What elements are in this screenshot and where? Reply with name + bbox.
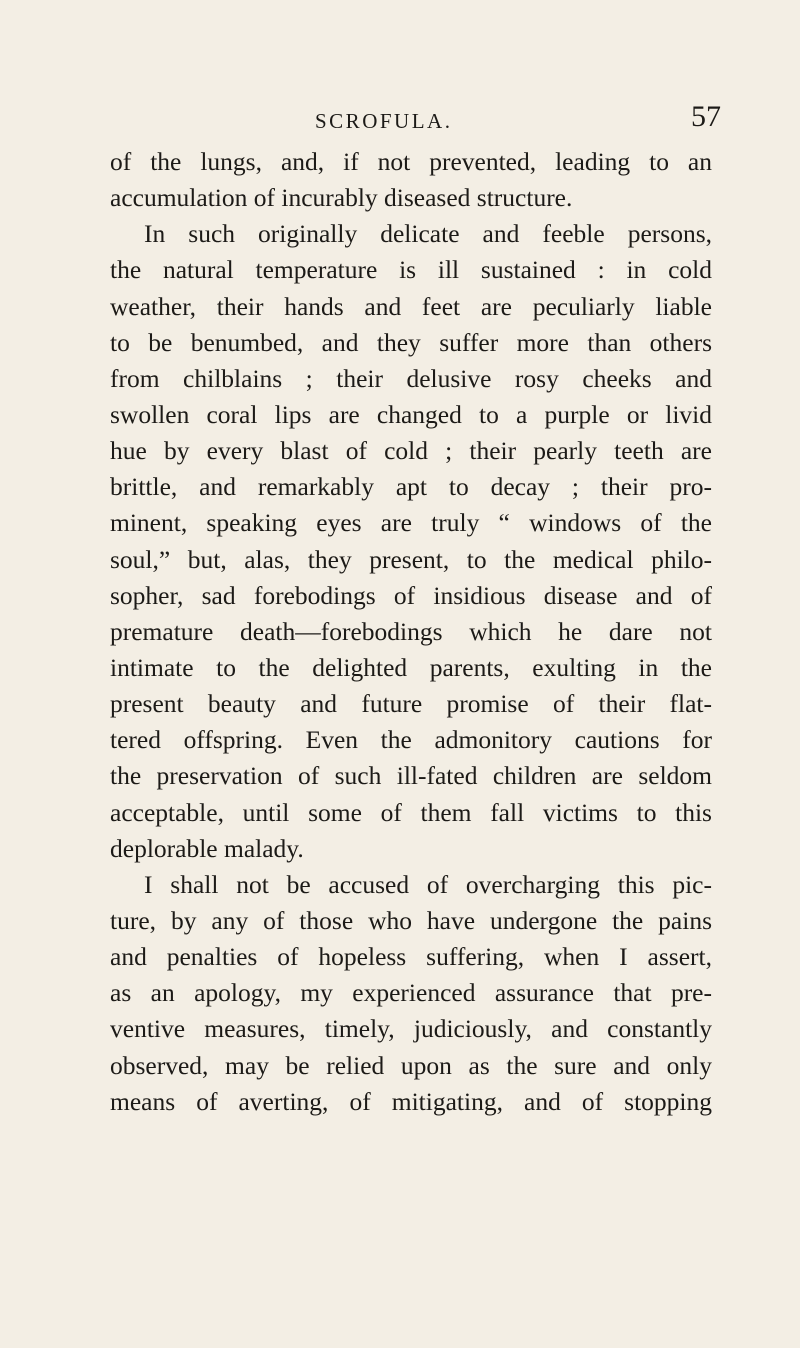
- text-line: the natural temperature is ill sustained : in cold: [110, 255, 712, 285]
- text-line: the preservation of such ill-fated children are seldom: [110, 761, 712, 791]
- text-line: tered offspring. Even the admonitory cautions for: [110, 725, 712, 755]
- text-line: In such originally delicate and feeble persons,: [144, 219, 712, 249]
- text-line: of the lungs, and, if not prevented, leading to an: [110, 147, 712, 176]
- text-line: from chilblains ; their delusive rosy cheeks and: [110, 363, 712, 393]
- text-line: present beauty and future promise of their flat-: [110, 689, 712, 719]
- text-line: accumulation of incurably diseased structure.: [110, 183, 573, 213]
- text-line: and penalties of hopeless suffering, when I assert,: [110, 942, 712, 972]
- text-line: premature death—forebodings which he dare not: [110, 616, 712, 646]
- text-line: intimate to the delighted parents, exulting in the: [110, 652, 712, 682]
- text-line: soul,” but, alas, they present, to the medical philo-: [110, 544, 712, 574]
- text-line: swollen coral lips are changed to a purple or livid: [110, 399, 712, 429]
- running-title: SCROFULA.: [315, 109, 453, 133]
- text-line: hue by every blast of cold ; their pearly teeth are: [110, 436, 712, 466]
- text-line: as an apology, my experienced assurance that pre-: [110, 978, 712, 1008]
- text-line: brittle, and remarkably apt to decay ; their pro-: [110, 472, 712, 502]
- text-line: deplorable malady.: [110, 833, 304, 863]
- text-line: ventive measures, timely, judiciously, and constantly: [110, 1014, 712, 1044]
- text-line: sopher, sad forebodings of insidious disease and of: [110, 580, 712, 610]
- text-line: I shall not be accused of overcharging this pic-: [144, 869, 712, 899]
- text-line: means of averting, of mitigating, and of stopping: [110, 1086, 712, 1116]
- text-line: observed, may be relied upon as the sure and only: [110, 1050, 712, 1080]
- text-line: to be benumbed, and they suffer more than others: [110, 327, 712, 357]
- page-number: 57: [691, 100, 721, 133]
- text-line: ture, by any of those who have undergone the pains: [110, 905, 712, 935]
- text-line: weather, their hands and feet are peculiarly liable: [110, 291, 712, 321]
- text-line: minent, speaking eyes are truly “ windows of the: [110, 508, 712, 538]
- body-text: [110, 144, 712, 1120]
- text-line: acceptable, until some of them fall victims to this: [110, 797, 712, 827]
- running-head: [0, 94, 800, 134]
